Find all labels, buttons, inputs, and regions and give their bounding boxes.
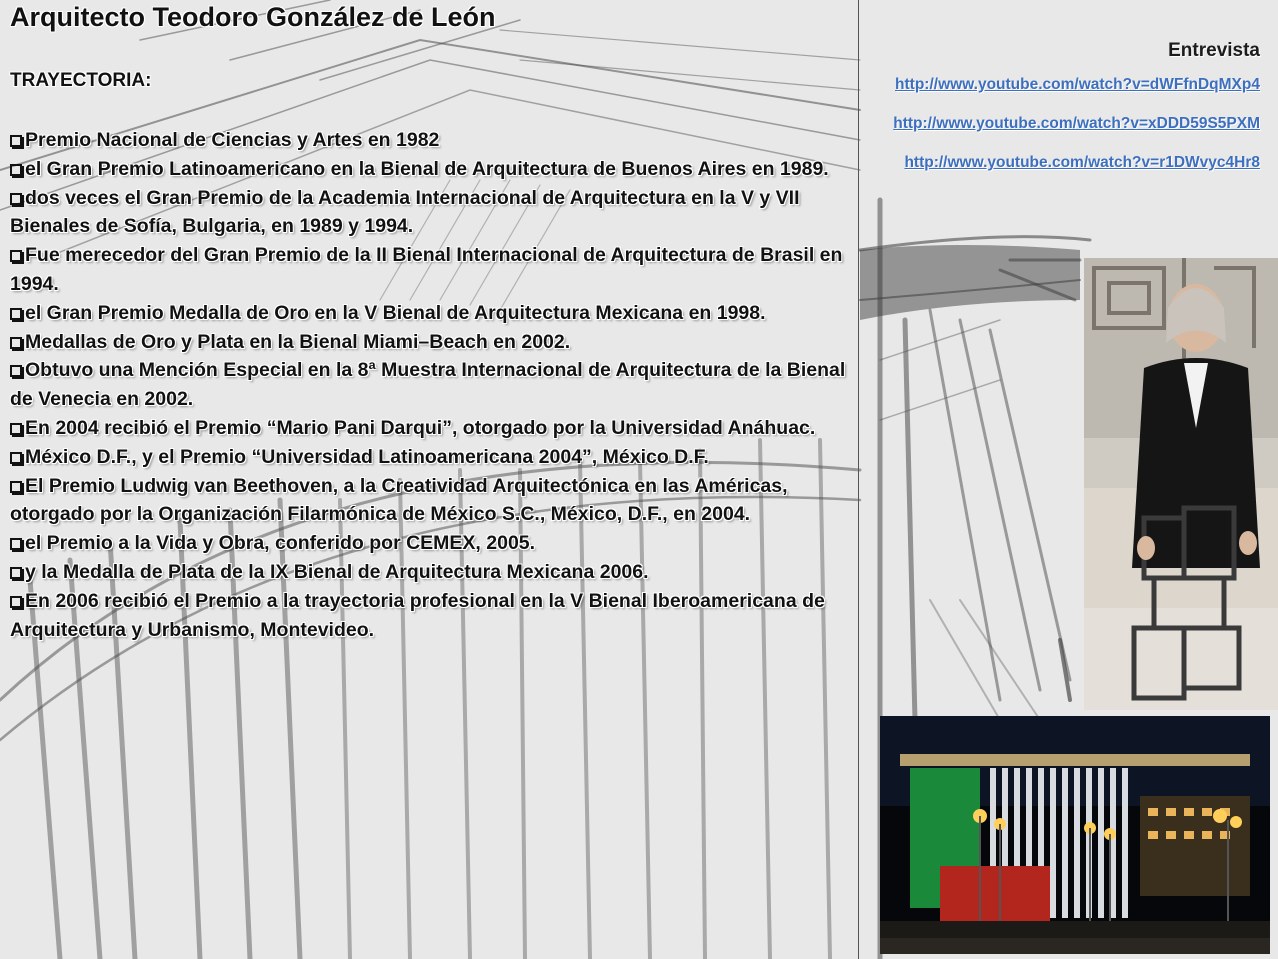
award-item: Fue merecedor del Gran Premio de la II Bienal Internacional de Arquitectura de Brasil en 1994. [10, 244, 843, 295]
award-item: En 2004 recibió el Premio “Mario Pani Darqui”, otorgado por la Universidad Anáhuac. [10, 414, 855, 443]
award-item: En 2006 recibió el Premio a la trayectoria profesional en la V Bienal Iberoamericana de Arquitectura y Urbanismo, Montevideo. [10, 589, 825, 641]
checkbox-bullet-icon [10, 337, 22, 349]
award-item: México D.F., y el Premio “Universidad Latinoamericana 2004”, México D.F. [10, 443, 855, 472]
checkbox-bullet-icon [10, 452, 22, 464]
award-item: y la Medalla de Plata de la IX Bienal de Arquitectura Mexicana 2006. [10, 558, 855, 587]
checkbox-bullet-icon [10, 481, 22, 493]
award-item: el Gran Premio Medalla de Oro en la V Bienal de Arquitectura Mexicana en 1998. [10, 299, 855, 328]
interview-title: Entrevista [1168, 40, 1260, 61]
architect-portrait-photo [1084, 258, 1278, 710]
interview-link-1[interactable]: http://www.youtube.com/watch?v=dWFfnDqMXp4 [895, 76, 1260, 93]
award-item: El Premio Ludwig van Beethoven, a la Creatividad Arquitectónica en las Américas, otorgado por la Organización Filarmónica de México S.C., México, D.F., en 2004. [10, 474, 788, 526]
award-item: dos veces el Gran Premio de la Academia Internacional de Arquitectura en la V y VII Bienales de Sofía, Bulgaria, en 1989 y 1994. [10, 186, 800, 238]
awards-list [10, 126, 855, 644]
interview-panel [893, 40, 1260, 193]
award-item: Premio Nacional de Ciencias y Artes en 1982 [10, 126, 855, 155]
checkbox-bullet-icon [10, 164, 22, 176]
checkbox-bullet-icon [10, 423, 22, 435]
checkbox-bullet-icon [10, 250, 22, 262]
interview-link-2[interactable]: http://www.youtube.com/watch?v=xDDD59S5PXM [893, 115, 1260, 132]
section-heading: TRAYECTORIA: [10, 70, 152, 91]
page-title: Arquitecto Teodoro González de León [10, 2, 496, 32]
vertical-divider [858, 0, 859, 959]
checkbox-bullet-icon [10, 135, 22, 147]
award-item: Medallas de Oro y Plata en la Bienal Miami–Beach en 2002. [10, 328, 855, 357]
award-item: el Gran Premio Latinoamericano en la Bienal de Arquitectura de Buenos Aires en 1989. [10, 155, 855, 184]
checkbox-bullet-icon [10, 193, 22, 205]
checkbox-bullet-icon [10, 365, 22, 377]
checkbox-bullet-icon [10, 567, 22, 579]
checkbox-bullet-icon [10, 308, 22, 320]
interview-link-3[interactable]: http://www.youtube.com/watch?v=r1DWvyc4Hr8 [904, 154, 1260, 171]
building-night-photo [880, 716, 1270, 954]
checkbox-bullet-icon [10, 538, 22, 550]
checkbox-bullet-icon [10, 596, 22, 608]
award-item: Obtuvo una Mención Especial en la 8ª Muestra Internacional de Arquitectura de la Bienal de Venecia en 2002. [10, 359, 846, 411]
award-item: el Premio a la Vida y Obra, conferido por CEMEX, 2005. [10, 529, 855, 558]
